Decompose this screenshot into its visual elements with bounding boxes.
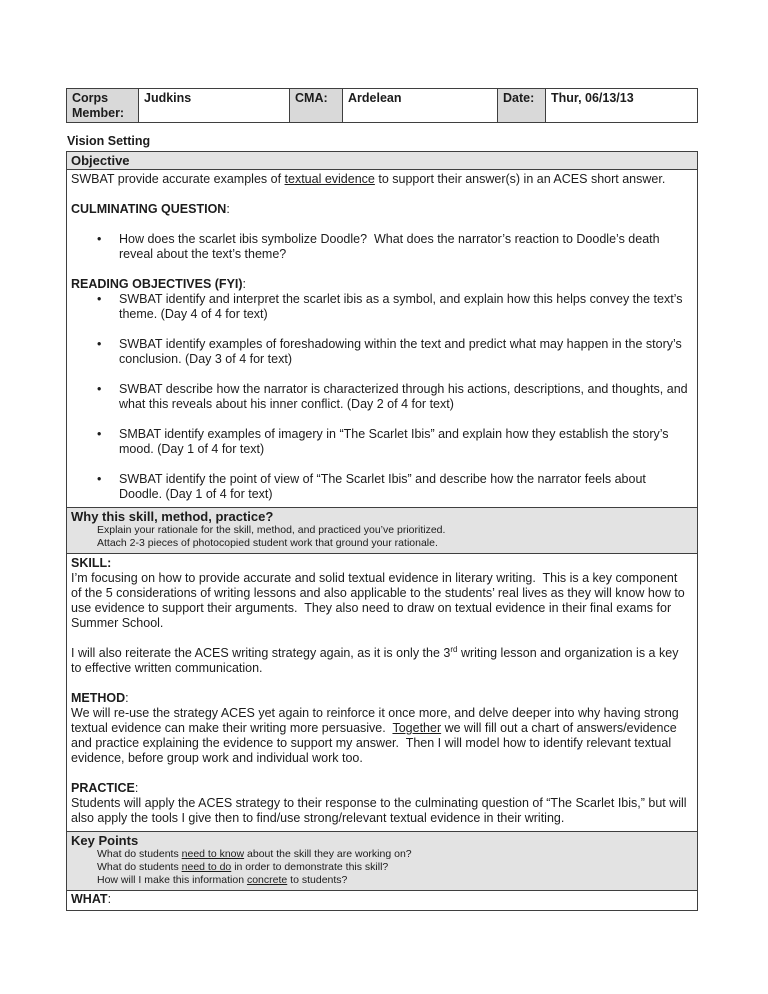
paragraph: [97, 537, 693, 550]
paragraph: [71, 172, 689, 187]
text-segment: What do students: [97, 861, 182, 873]
paragraph: [71, 691, 689, 706]
paragraph: [97, 848, 693, 861]
objective-section-header: [67, 152, 697, 170]
bullet-item: [71, 382, 692, 412]
paragraph: [97, 874, 693, 887]
why-section-guidance: [71, 524, 693, 552]
text-segment: WHAT: [71, 892, 108, 906]
header-info-table: [66, 88, 698, 123]
bullet-text: [119, 427, 689, 457]
text-segment: need to know: [181, 848, 245, 860]
paragraph: [71, 796, 689, 826]
bullet-text: [119, 232, 689, 262]
text-segment: need to do: [181, 861, 232, 873]
text-segment: I will also reiterate the ACES writing strategy again, as it is only the 3: [71, 646, 451, 660]
bullet-marker: •: [97, 232, 102, 246]
text-segment: in order to demonstrate this skill?: [231, 861, 389, 873]
text-segment: to support their answer(s) in an ACES short answer.: [374, 172, 666, 186]
paragraph: [71, 277, 689, 292]
text-segment: :: [125, 691, 129, 705]
date-label: Date:: [498, 89, 546, 122]
bullet-marker: •: [97, 292, 102, 306]
blank-line: [71, 367, 689, 382]
what-row: [67, 891, 697, 910]
bullet-item: [71, 292, 689, 322]
text-segment: Students will apply the ACES strategy to their response to the culminating question of “The Scarlet Ibis,” but will also apply the tools I give then to find/use strong/relevant textual evidence in their writing.: [71, 796, 691, 825]
paragraph: [71, 556, 689, 571]
blank-line: [71, 262, 689, 277]
text-segment: :: [242, 277, 247, 291]
text-segment: PRACTICE: [71, 781, 135, 795]
bullet-item: [71, 427, 689, 457]
text-segment: SWBAT identify the point of view of “The Scarlet Ibis” and describe how the narrator feels about Doodle. (Day 1 of 4 for text): [119, 472, 650, 501]
paragraph: [71, 781, 689, 796]
vision-setting-heading: Vision Setting: [67, 134, 151, 148]
text-segment: READING OBJECTIVES (FYI): [71, 277, 243, 291]
text-segment: concrete: [246, 874, 288, 886]
bullet-text: [119, 337, 689, 367]
text-segment: Explain your rationale for the skill, method, and practiced you’ve prioritized.: [97, 524, 446, 536]
bullet-item: [71, 337, 689, 367]
text-segment: :: [107, 892, 112, 906]
paragraph: [71, 892, 693, 907]
paragraph: [97, 524, 693, 537]
cma-label: CMA:: [290, 89, 343, 122]
bullet-text: [119, 472, 689, 502]
text-segment: we will fill out a chart of answers/evidence and practice explaining the evidence to support my answer. Then I will model how to identify relevant textual evidence, before group work and individual work too.: [71, 721, 681, 765]
text-segment: SWBAT identify and interpret the scarlet ibis as a symbol, and explain how this helps convey the text’s theme. (Day 4 of 4 for text): [119, 292, 686, 321]
key-points-guidance: [71, 848, 693, 889]
blank-line: [71, 217, 689, 232]
text-segment: SKILL:: [71, 556, 112, 570]
blank-line: [71, 322, 689, 337]
blank-line: [71, 631, 689, 646]
why-section-title: Why this skill, method, practice?: [71, 509, 274, 524]
date-value: Thur, 06/13/13: [551, 91, 634, 105]
text-segment: SMBAT identify examples of imagery in “The Scarlet Ibis” and explain how they establish the story’s mood. (Day 1 of 4 for text): [119, 427, 673, 456]
bullet-marker: •: [97, 472, 102, 486]
text-segment: We will re-use the strategy ACES yet again to reinforce it once more, and delve deeper into why having strong textual evidence can make their writing more persuasive.: [71, 706, 683, 735]
blank-line: [71, 412, 689, 427]
cma-value: Ardelean: [343, 89, 498, 122]
text-segment: :: [134, 781, 139, 795]
bullet-text: [119, 292, 689, 322]
bullet-item: [71, 232, 689, 262]
bullet-marker: •: [97, 382, 102, 396]
bullet-marker: •: [97, 427, 102, 441]
text-segment: METHOD: [71, 691, 126, 705]
blank-line: [71, 457, 689, 472]
text-segment: about the skill they are working on?: [244, 848, 412, 860]
skill-method-practice-cell: [67, 554, 697, 832]
text-segment: rd: [450, 644, 458, 654]
bullet-item: [71, 472, 689, 502]
paragraph: [71, 571, 689, 631]
text-segment: What do students: [97, 848, 182, 860]
corps-member-value: Judkins: [139, 89, 290, 122]
text-segment: SWBAT identify examples of foreshadowing within the text and predict what may happen in the story’s conclusion. (Day 3 of 4 for text): [119, 337, 686, 366]
paragraph: [97, 861, 693, 874]
paragraph: [71, 646, 689, 676]
blank-line: [71, 766, 689, 781]
why-section-header: [67, 508, 697, 554]
key-points-section-title: Key Points: [71, 833, 139, 848]
text-segment: to students?: [287, 874, 348, 886]
lesson-plan-table: [66, 151, 698, 911]
text-segment: SWBAT describe how the narrator is characterized through his actions, descriptions, and thoughts, and what this reveals about his inner conflict. (Day 2 of 4 for text): [119, 382, 692, 411]
key-points-section-header: [67, 832, 697, 891]
text-segment: :: [226, 202, 230, 216]
corps-member-label: Corps Member:: [67, 89, 139, 122]
paragraph: [71, 706, 689, 766]
text-segment: Together: [392, 721, 442, 735]
text-segment: How does the scarlet ibis symbolize Doodle? What does the narrator’s reaction to Doodle’s death reveal about the text’s theme?: [119, 232, 664, 261]
text-segment: textual evidence: [284, 172, 375, 186]
bullet-text: [119, 382, 692, 412]
objective-cell: [67, 170, 697, 508]
bullet-marker: •: [97, 337, 102, 351]
text-segment: CULMINATING QUESTION: [71, 202, 227, 216]
blank-line: [71, 676, 689, 691]
text-segment: I’m focusing on how to provide accurate and solid textual evidence in literary writing. This is a key component of the 5 considerations of writing lessons and also applicable to the students’ real lives as they will know how to use evidence to support their arguments. They also need to draw on textual evidence in their final exams for Summer School.: [71, 571, 689, 630]
text-segment: writing lesson and organization is a key to effective written communication.: [71, 646, 682, 675]
objective-section-title: Objective: [71, 153, 130, 168]
text-segment: SWBAT provide accurate examples of: [71, 172, 285, 186]
paragraph: [71, 202, 689, 217]
text-segment: How will I make this information: [97, 874, 247, 886]
text-segment: Attach 2-3 pieces of photocopied student work that ground your rationale.: [97, 537, 438, 549]
blank-line: [71, 187, 689, 202]
